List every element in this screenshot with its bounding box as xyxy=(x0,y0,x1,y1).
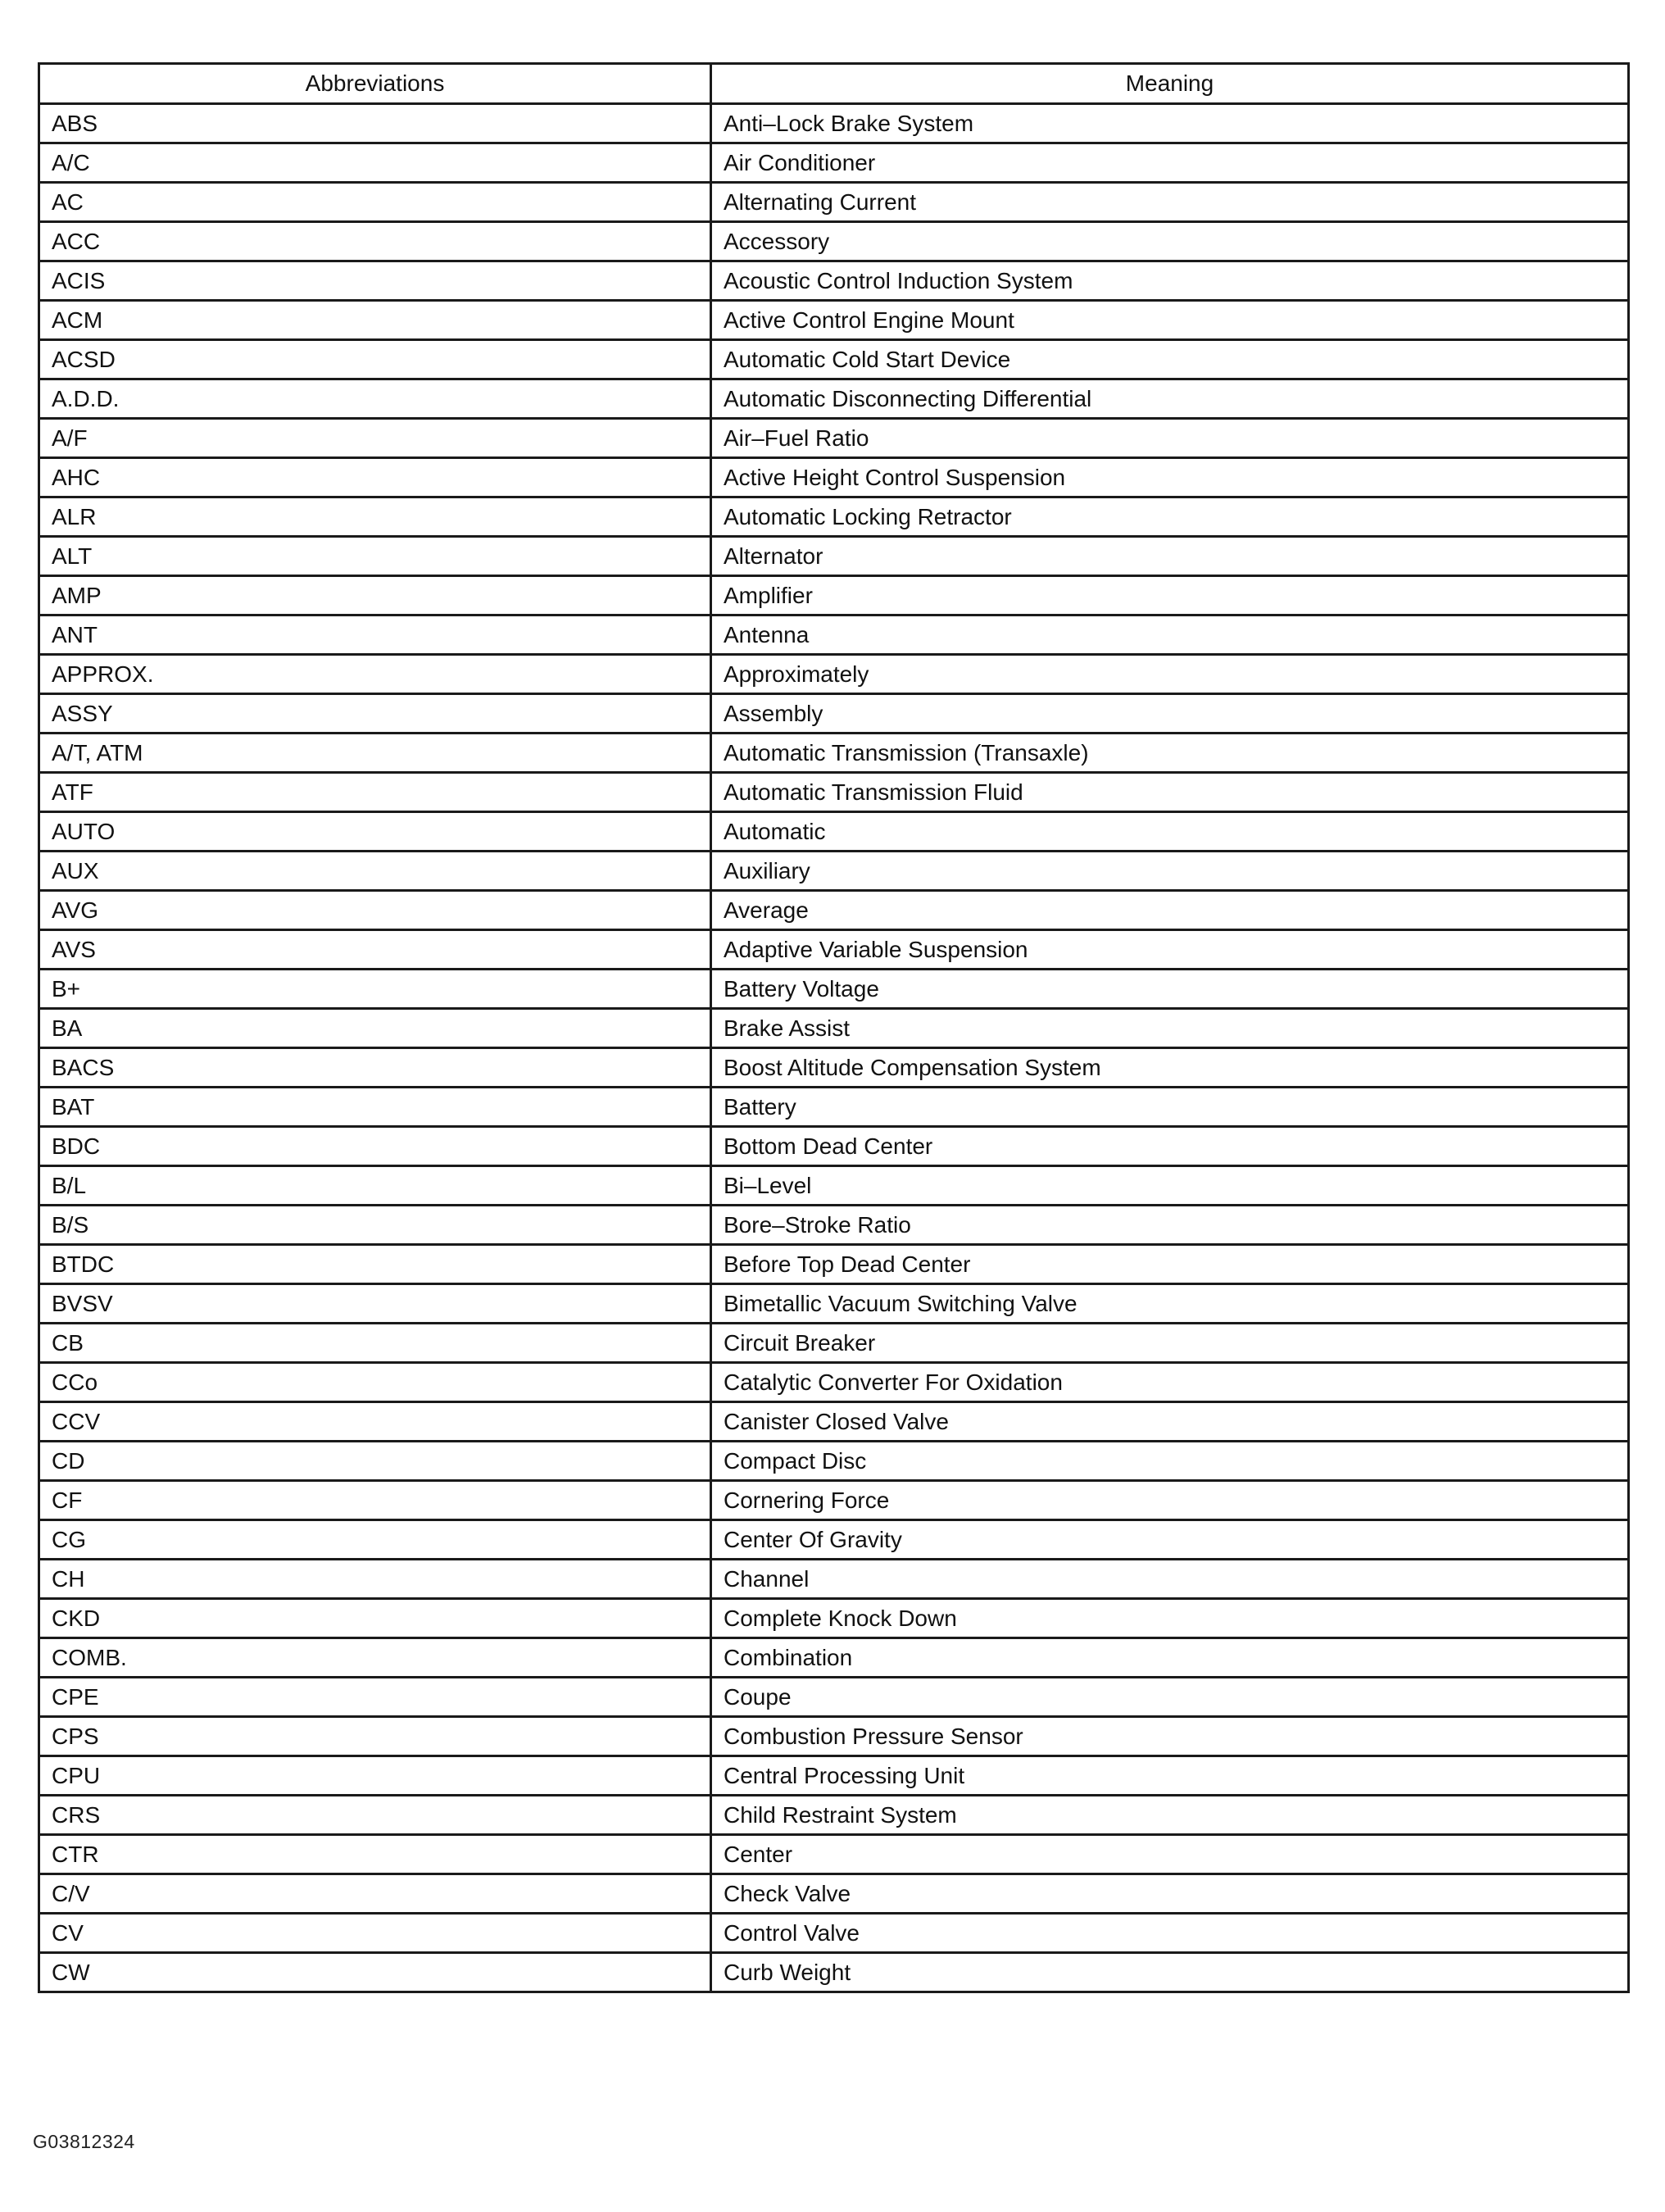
table-row xyxy=(39,1756,1629,1796)
table-row xyxy=(39,1560,1629,1599)
table-row xyxy=(39,734,1629,773)
table-row xyxy=(39,419,1629,458)
meaning-cell: Check Valve xyxy=(711,1874,1629,1914)
abbreviation-cell: BVSV xyxy=(39,1284,711,1324)
meaning-cell: Anti–Lock Brake System xyxy=(711,104,1629,143)
abbreviation-cell: AC xyxy=(39,183,711,222)
meaning-cell: Compact Disc xyxy=(711,1442,1629,1481)
table-row xyxy=(39,222,1629,261)
abbreviation-cell: AUTO xyxy=(39,812,711,852)
abbreviation-cell: ATF xyxy=(39,773,711,812)
table-row xyxy=(39,694,1629,734)
abbreviation-cell: CG xyxy=(39,1520,711,1560)
meaning-cell: Complete Knock Down xyxy=(711,1599,1629,1638)
table-row xyxy=(39,497,1629,537)
abbreviation-cell: ABS xyxy=(39,104,711,143)
meaning-cell: Antenna xyxy=(711,615,1629,655)
table-row xyxy=(39,812,1629,852)
meaning-cell: Central Processing Unit xyxy=(711,1756,1629,1796)
meaning-cell: Bottom Dead Center xyxy=(711,1127,1629,1166)
meaning-cell: Automatic Disconnecting Differential xyxy=(711,379,1629,419)
meaning-cell: Canister Closed Valve xyxy=(711,1402,1629,1442)
table-row xyxy=(39,1127,1629,1166)
table-row xyxy=(39,1874,1629,1914)
table-row xyxy=(39,891,1629,930)
meaning-cell: Before Top Dead Center xyxy=(711,1245,1629,1284)
meaning-cell: Approximately xyxy=(711,655,1629,694)
table-row xyxy=(39,1206,1629,1245)
abbreviation-cell: BDC xyxy=(39,1127,711,1166)
table-row xyxy=(39,576,1629,615)
table-row xyxy=(39,379,1629,419)
abbreviation-cell: ACSD xyxy=(39,340,711,379)
meaning-cell: Coupe xyxy=(711,1678,1629,1717)
abbreviation-cell: CF xyxy=(39,1481,711,1520)
table-row xyxy=(39,1953,1629,1992)
meaning-cell: Brake Assist xyxy=(711,1009,1629,1048)
abbreviation-cell: CTR xyxy=(39,1835,711,1874)
table-row xyxy=(39,1048,1629,1088)
abbreviation-cell: COMB. xyxy=(39,1638,711,1678)
meaning-cell: Adaptive Variable Suspension xyxy=(711,930,1629,970)
table-row xyxy=(39,301,1629,340)
meaning-cell: Center xyxy=(711,1835,1629,1874)
meaning-cell: Curb Weight xyxy=(711,1953,1629,1992)
table-row xyxy=(39,1599,1629,1638)
meaning-cell: Battery Voltage xyxy=(711,970,1629,1009)
abbreviation-cell: BACS xyxy=(39,1048,711,1088)
table-row xyxy=(39,1402,1629,1442)
abbreviation-cell: AHC xyxy=(39,458,711,497)
meaning-cell: Automatic Cold Start Device xyxy=(711,340,1629,379)
abbreviation-cell: AVG xyxy=(39,891,711,930)
table-row xyxy=(39,1284,1629,1324)
table-row xyxy=(39,1088,1629,1127)
abbreviation-cell: CPE xyxy=(39,1678,711,1717)
meaning-cell: Control Valve xyxy=(711,1914,1629,1953)
abbreviation-cell: ANT xyxy=(39,615,711,655)
meaning-cell: Alternating Current xyxy=(711,183,1629,222)
table-row xyxy=(39,1638,1629,1678)
abbreviation-cell: CPU xyxy=(39,1756,711,1796)
meaning-cell: Automatic Locking Retractor xyxy=(711,497,1629,537)
meaning-cell: Automatic xyxy=(711,812,1629,852)
table-row xyxy=(39,1914,1629,1953)
abbreviation-cell: BAT xyxy=(39,1088,711,1127)
meaning-cell: Air Conditioner xyxy=(711,143,1629,183)
meaning-cell: Alternator xyxy=(711,537,1629,576)
abbreviation-cell: ALR xyxy=(39,497,711,537)
table-row xyxy=(39,1363,1629,1402)
meaning-cell: Active Height Control Suspension xyxy=(711,458,1629,497)
abbreviation-cell: A/T, ATM xyxy=(39,734,711,773)
abbreviation-cell: CCV xyxy=(39,1402,711,1442)
abbreviation-cell: ACM xyxy=(39,301,711,340)
abbreviation-cell: ACIS xyxy=(39,261,711,301)
table-row xyxy=(39,655,1629,694)
meaning-cell: Bimetallic Vacuum Switching Valve xyxy=(711,1284,1629,1324)
abbreviation-cell: AVS xyxy=(39,930,711,970)
meaning-cell: Average xyxy=(711,891,1629,930)
table-row xyxy=(39,1245,1629,1284)
meaning-cell: Acoustic Control Induction System xyxy=(711,261,1629,301)
meaning-cell: Assembly xyxy=(711,694,1629,734)
table-row xyxy=(39,143,1629,183)
abbreviation-cell: CV xyxy=(39,1914,711,1953)
meaning-cell: Air–Fuel Ratio xyxy=(711,419,1629,458)
meaning-cell: Circuit Breaker xyxy=(711,1324,1629,1363)
meaning-cell: Battery xyxy=(711,1088,1629,1127)
abbreviation-cell: ACC xyxy=(39,222,711,261)
meaning-cell: Accessory xyxy=(711,222,1629,261)
meaning-cell: Active Control Engine Mount xyxy=(711,301,1629,340)
abbreviation-cell: AMP xyxy=(39,576,711,615)
table-row xyxy=(39,970,1629,1009)
table-row xyxy=(39,458,1629,497)
table-row xyxy=(39,1717,1629,1756)
meaning-cell: Bi–Level xyxy=(711,1166,1629,1206)
abbreviation-cell: B+ xyxy=(39,970,711,1009)
table-row xyxy=(39,183,1629,222)
meaning-cell: Combination xyxy=(711,1638,1629,1678)
table-row xyxy=(39,340,1629,379)
meaning-cell: Cornering Force xyxy=(711,1481,1629,1520)
table-row xyxy=(39,1520,1629,1560)
abbreviation-cell: ASSY xyxy=(39,694,711,734)
table-row xyxy=(39,261,1629,301)
abbreviation-cell: AUX xyxy=(39,852,711,891)
table-row xyxy=(39,1442,1629,1481)
table-row xyxy=(39,537,1629,576)
abbreviation-cell: B/L xyxy=(39,1166,711,1206)
table-body xyxy=(39,104,1629,1992)
abbreviation-cell: CB xyxy=(39,1324,711,1363)
abbreviation-cell: CW xyxy=(39,1953,711,1992)
table-row xyxy=(39,852,1629,891)
meaning-cell: Catalytic Converter For Oxidation xyxy=(711,1363,1629,1402)
table-row xyxy=(39,615,1629,655)
abbreviation-cell: CCo xyxy=(39,1363,711,1402)
meaning-cell: Automatic Transmission Fluid xyxy=(711,773,1629,812)
table-header-row xyxy=(39,64,1629,104)
meaning-cell: Amplifier xyxy=(711,576,1629,615)
meaning-cell: Channel xyxy=(711,1560,1629,1599)
abbreviation-cell: C/V xyxy=(39,1874,711,1914)
abbreviation-cell: BTDC xyxy=(39,1245,711,1284)
header-meaning: Meaning xyxy=(711,64,1629,104)
meaning-cell: Bore–Stroke Ratio xyxy=(711,1206,1629,1245)
table-row xyxy=(39,1481,1629,1520)
abbreviation-cell: B/S xyxy=(39,1206,711,1245)
meaning-cell: Automatic Transmission (Transaxle) xyxy=(711,734,1629,773)
meaning-cell: Child Restraint System xyxy=(711,1796,1629,1835)
table-row xyxy=(39,1166,1629,1206)
table-row xyxy=(39,773,1629,812)
figure-id: G03812324 xyxy=(33,2131,135,2152)
meaning-cell: Auxiliary xyxy=(711,852,1629,891)
abbreviation-cell: A/F xyxy=(39,419,711,458)
table-row xyxy=(39,1678,1629,1717)
abbreviation-cell: ALT xyxy=(39,537,711,576)
abbreviation-cell: A/C xyxy=(39,143,711,183)
meaning-cell: Center Of Gravity xyxy=(711,1520,1629,1560)
abbreviation-cell: CD xyxy=(39,1442,711,1481)
table-row xyxy=(39,930,1629,970)
table-row xyxy=(39,1796,1629,1835)
abbreviation-cell: APPROX. xyxy=(39,655,711,694)
abbreviation-cell: CPS xyxy=(39,1717,711,1756)
table-row xyxy=(39,1324,1629,1363)
table-row xyxy=(39,1009,1629,1048)
abbreviation-cell: A.D.D. xyxy=(39,379,711,419)
header-abbreviations: Abbreviations xyxy=(39,64,711,104)
table-row xyxy=(39,104,1629,143)
table-row xyxy=(39,1835,1629,1874)
abbreviations-table xyxy=(38,62,1630,1993)
abbreviation-cell: CH xyxy=(39,1560,711,1599)
abbreviation-cell: CRS xyxy=(39,1796,711,1835)
abbreviation-cell: BA xyxy=(39,1009,711,1048)
meaning-cell: Boost Altitude Compensation System xyxy=(711,1048,1629,1088)
abbreviation-cell: CKD xyxy=(39,1599,711,1638)
meaning-cell: Combustion Pressure Sensor xyxy=(711,1717,1629,1756)
